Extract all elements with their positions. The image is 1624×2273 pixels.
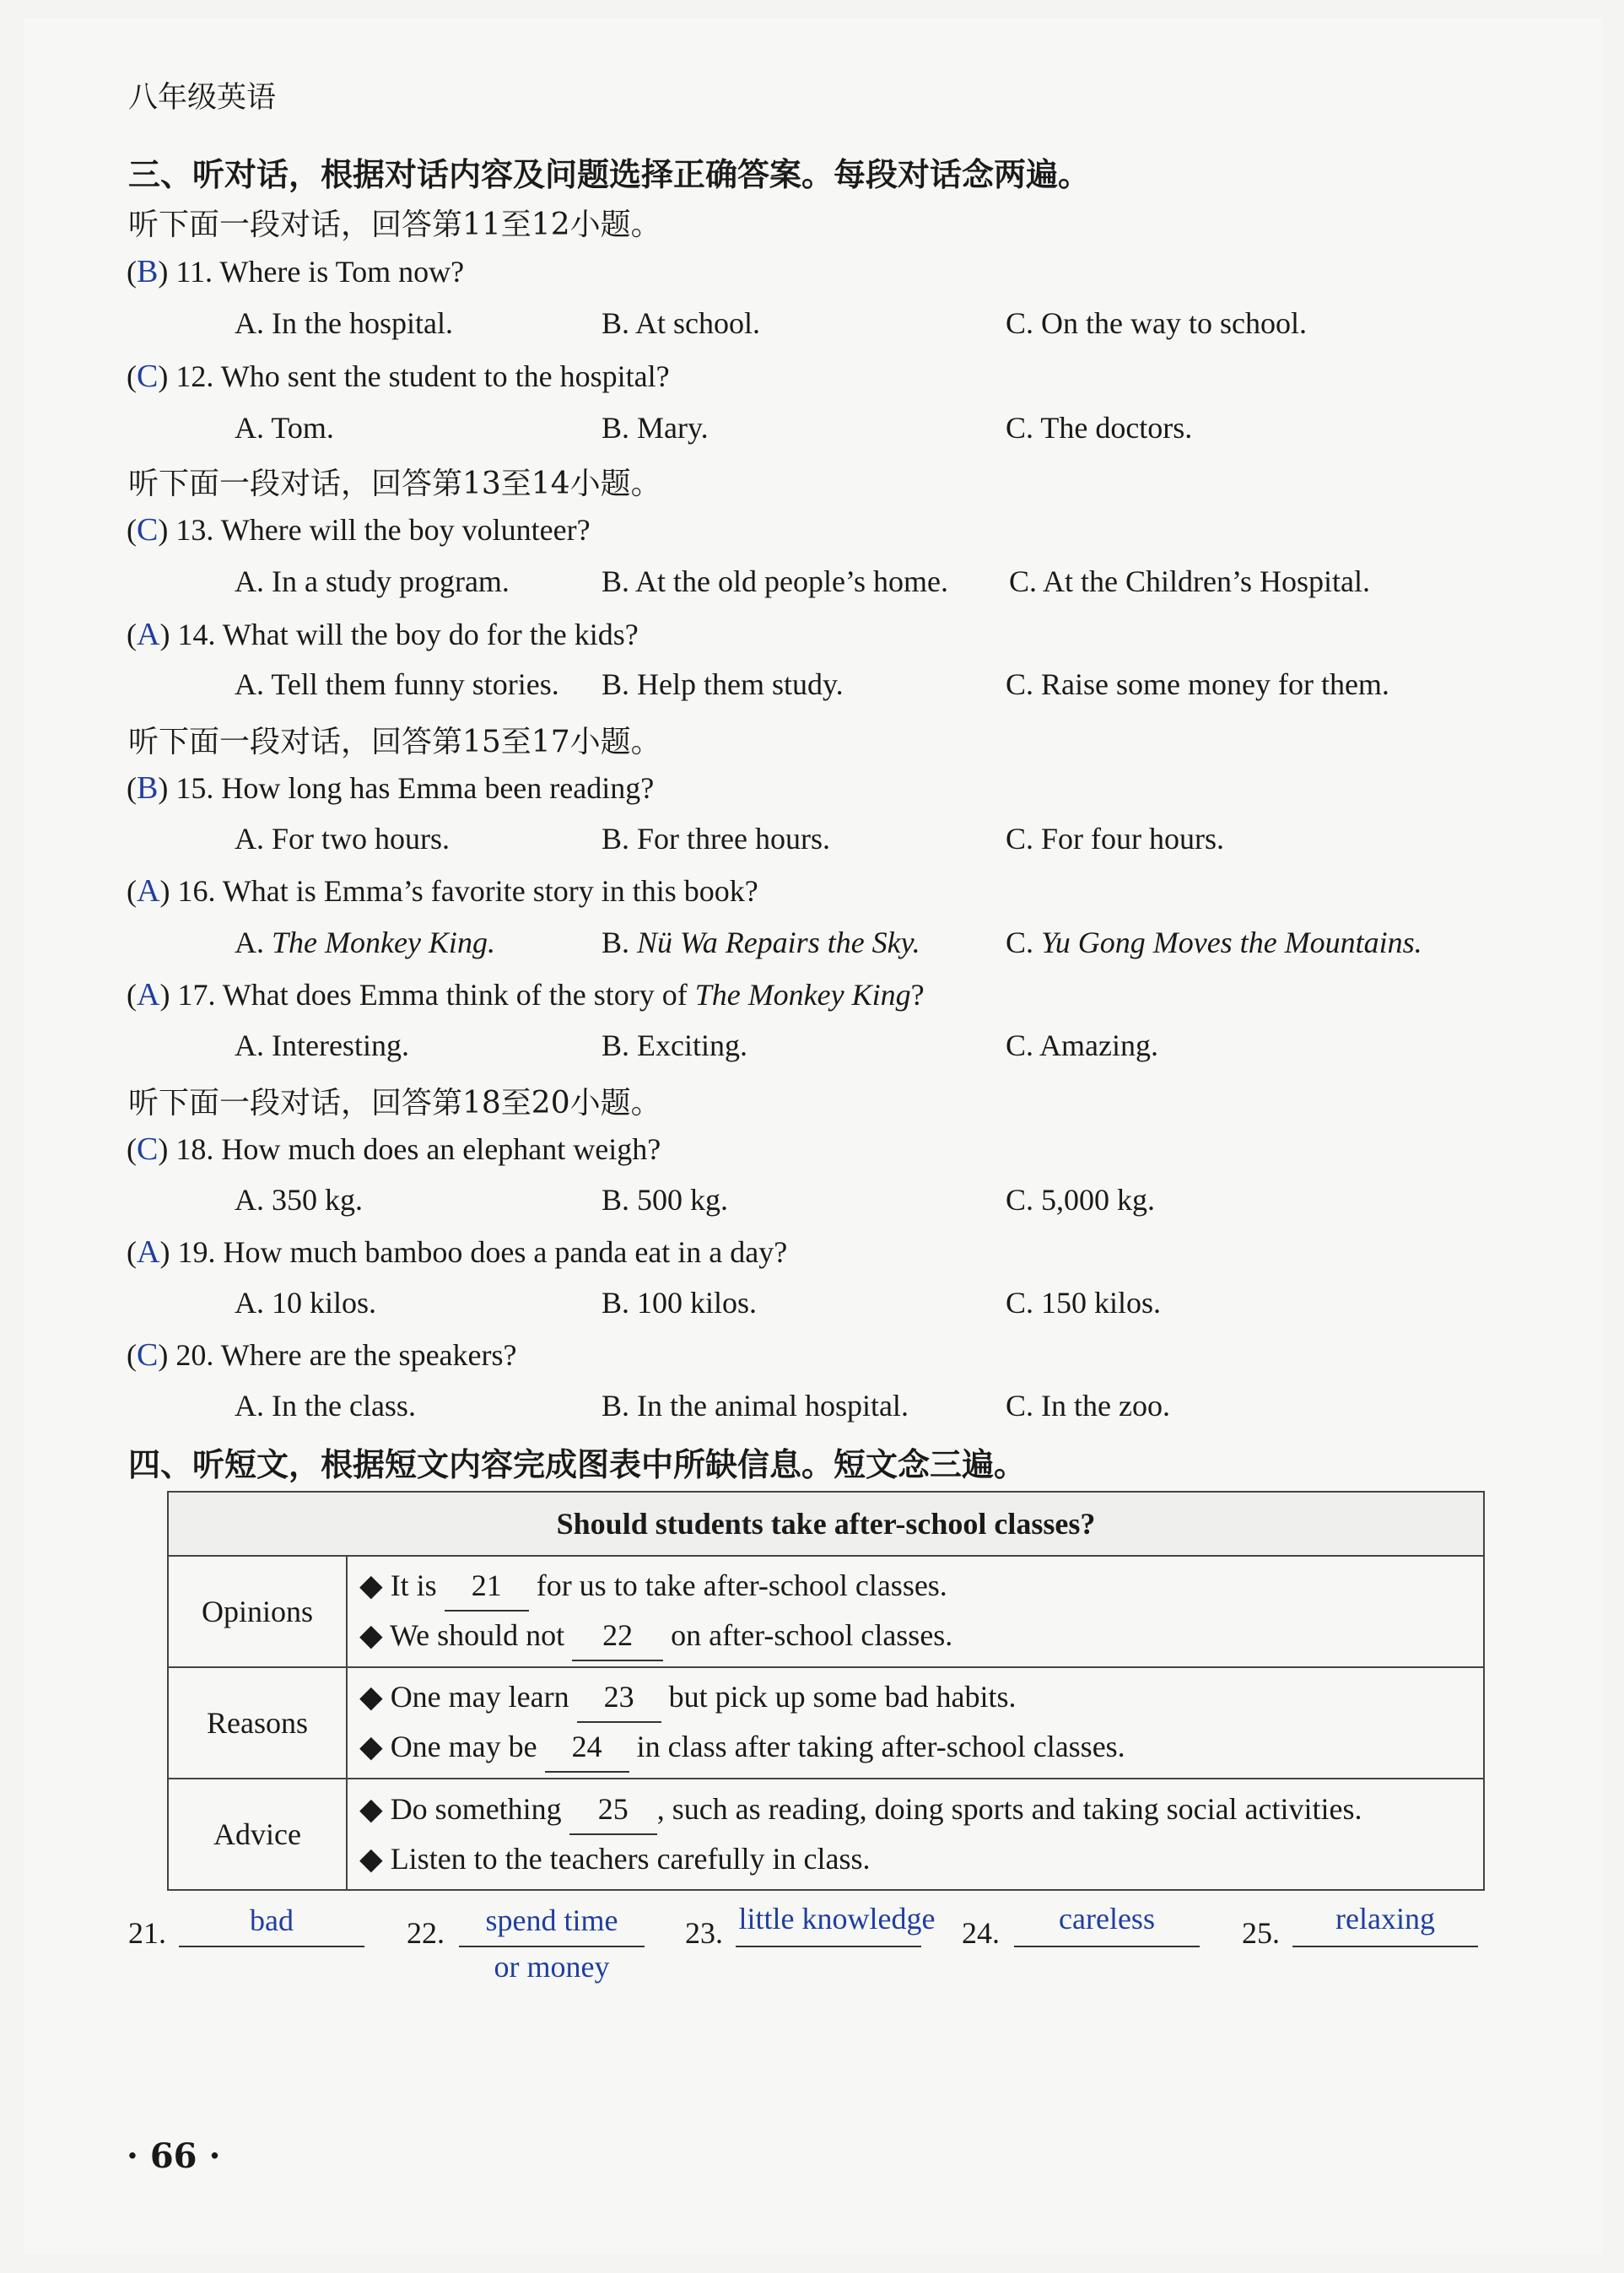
option-title: Nü Wa Repairs the Sky. <box>637 926 920 959</box>
question-text: 11. Where is Tom now? <box>175 255 465 289</box>
option-a: A. Interesting. <box>235 1029 409 1062</box>
intro-18-20: 听下面一段对话，回答第18至20小题。 <box>128 1086 661 1120</box>
option-c: C. 5,000 kg. <box>1006 1183 1156 1217</box>
row-label: Opinions <box>168 1556 347 1667</box>
answer-num-25: 25. <box>1242 1916 1280 1950</box>
bullet-icon: ◆ <box>359 1680 383 1714</box>
option-b: B. In the animal hospital. <box>602 1389 909 1423</box>
option-c: C. 150 kilos. <box>1006 1286 1162 1320</box>
option-a: A. 10 kilos. <box>235 1286 377 1320</box>
option-b: B. 100 kilos. <box>602 1286 758 1320</box>
option-a: A. Tell them funny stories. <box>235 667 559 701</box>
info-table <box>167 1491 1485 1891</box>
text: Listen to the teachers carefully in class. <box>390 1842 871 1876</box>
answer-24: careless <box>1059 1902 1155 1936</box>
option-b: B. At the old people’s home. <box>602 564 948 598</box>
table-title: Should students take after-school classes? <box>168 1492 1484 1556</box>
table-row-advice <box>168 1779 1484 1890</box>
option-c: C. For four hours. <box>1006 822 1224 856</box>
option-letter: A. <box>235 926 272 959</box>
answer-mark: C <box>137 1337 159 1373</box>
intro-13-14: 听下面一段对话，回答第13至14小题。 <box>128 467 661 501</box>
question-text: 15. How long has Emma been reading? <box>175 771 655 805</box>
question-title: The Monkey King <box>694 978 911 1012</box>
question-15: (B) 15. How long has Emma been reading? <box>127 770 655 806</box>
question-end: ? <box>910 978 925 1012</box>
table-row-opinions <box>168 1556 1484 1667</box>
row-label: Reasons <box>168 1667 347 1779</box>
blank-23: 23 <box>577 1673 661 1723</box>
text: in class after taking after-school classes. <box>636 1730 1125 1763</box>
answer-num-22: 22. <box>407 1916 445 1950</box>
question-text: 13. Where will the boy volunteer? <box>175 513 591 547</box>
question-text: 12. Who sent the student to the hospital? <box>175 359 670 393</box>
option-a <box>235 925 495 960</box>
answer-line-25 <box>1292 1946 1478 1947</box>
option-c: C. On the way to school. <box>1006 306 1307 340</box>
option-c: C. Raise some money for them. <box>1006 667 1389 701</box>
answer-mark: C <box>137 359 159 394</box>
option-c: C. In the zoo. <box>1006 1389 1170 1423</box>
option-title: The Monkey King. <box>272 926 495 959</box>
intro-15-17: 听下面一段对话，回答第15至17小题。 <box>128 725 661 759</box>
question-text: 16. What is Emma’s favorite story in this book? <box>177 874 758 908</box>
answer-num-23: 23. <box>685 1916 723 1950</box>
blank-24: 24 <box>545 1723 629 1773</box>
text: but pick up some bad habits. <box>668 1680 1017 1714</box>
row-content <box>347 1667 1484 1779</box>
answer-mark: A <box>137 977 160 1012</box>
question-text: 20. Where are the speakers? <box>175 1338 517 1372</box>
bullet-icon: ◆ <box>359 1842 383 1876</box>
option-letter: B. <box>602 926 638 959</box>
blank-21: 21 <box>445 1562 529 1612</box>
answer-25: relaxing <box>1335 1902 1435 1936</box>
blank-25: 25 <box>569 1785 657 1835</box>
bullet-icon: ◆ <box>359 1568 383 1602</box>
text: on after-school classes. <box>671 1618 953 1652</box>
question-text: 18. How much does an elephant weigh? <box>175 1132 661 1166</box>
option-title: Yu Gong Moves the Mountains. <box>1041 926 1422 959</box>
option-b: B. Help them study. <box>602 667 844 701</box>
answer-line-24 <box>1014 1946 1200 1947</box>
option-a: A. 350 kg. <box>235 1183 363 1217</box>
answer-line-23 <box>736 1946 921 1947</box>
page-header: 八年级英语 <box>128 81 277 115</box>
table-row-reasons <box>168 1667 1484 1779</box>
answer-21: bad <box>250 1903 294 1937</box>
answer-22-line2: or money <box>494 1950 610 1984</box>
option-a: A. In the class. <box>235 1389 416 1423</box>
option-a: A. Tom. <box>235 411 334 445</box>
option-c: C. Amazing. <box>1006 1029 1158 1062</box>
option-c: C. At the Children’s Hospital. <box>1009 564 1370 598</box>
answer-num-21: 21. <box>128 1916 166 1950</box>
question-12: (C) 12. Who sent the student to the hospital? <box>127 359 670 394</box>
option-c: C. The doctors. <box>1006 411 1193 445</box>
option-b: B. 500 kg. <box>602 1183 729 1217</box>
bullet-icon: ◆ <box>359 1792 383 1826</box>
text: Do something <box>390 1792 562 1826</box>
text: One may be <box>390 1730 537 1763</box>
question-18: (C) 18. How much does an elephant weigh? <box>127 1131 661 1167</box>
bullet-icon: ◆ <box>359 1618 383 1652</box>
answer-mark: C <box>137 512 159 548</box>
question-text: 19. How much bamboo does a panda eat in a day? <box>177 1235 788 1269</box>
question-text: 17. What does Emma think of the story of <box>177 978 695 1012</box>
answer-mark: A <box>137 1234 160 1270</box>
question-text: 14. What will the boy do for the kids? <box>177 618 639 651</box>
question-11: (B) 11. Where is Tom now? <box>127 254 465 289</box>
option-b: B. At school. <box>602 306 761 340</box>
text: We should not <box>390 1618 565 1652</box>
option-a: A. In a study program. <box>235 564 510 598</box>
answer-mark: C <box>137 1131 159 1167</box>
text: One may learn <box>390 1680 569 1714</box>
question-20: (C) 20. Where are the speakers? <box>127 1337 517 1373</box>
page-number: · 66 · <box>127 2136 221 2176</box>
intro-11-12: 听下面一段对话，回答第11至12小题。 <box>128 208 661 242</box>
blank-22: 22 <box>572 1612 663 1661</box>
option-b: B. For three hours. <box>602 822 830 856</box>
option-b: B. Mary. <box>602 411 709 445</box>
text: , such as reading, doing sports and taking social activities. <box>656 1792 1362 1826</box>
row-content <box>347 1556 1484 1667</box>
answer-mark: B <box>137 254 159 289</box>
answer-mark: B <box>137 770 159 806</box>
answer-22: spend time <box>485 1903 618 1937</box>
question-17: (A) 17. What does Emma think of the story of The Monkey King? <box>127 977 925 1012</box>
option-b: B. Exciting. <box>602 1029 747 1062</box>
row-content <box>347 1779 1484 1890</box>
question-16: (A) 16. What is Emma’s favorite story in this book? <box>127 873 758 909</box>
answer-line-21 <box>179 1946 364 1947</box>
answer-mark: A <box>137 617 160 652</box>
answer-line-22 <box>459 1946 645 1947</box>
option-b <box>602 925 920 960</box>
question-19: (A) 19. How much bamboo does a panda eat in a day? <box>127 1234 788 1270</box>
answer-num-24: 24. <box>962 1916 1000 1950</box>
option-a: A. For two hours. <box>235 822 451 856</box>
text: for us to take after-school classes. <box>536 1568 947 1602</box>
option-c <box>1006 925 1422 960</box>
section3-title: 三、听对话，根据对话内容及问题选择正确答案。每段对话念两遍。 <box>128 156 1091 193</box>
answer-mark: A <box>137 873 160 909</box>
bullet-icon: ◆ <box>359 1730 383 1763</box>
answer-23: little knowledge <box>738 1902 936 1936</box>
section4-title: 四、听短文，根据短文内容完成图表中所缺信息。短文念三遍。 <box>128 1446 1027 1483</box>
option-a: A. In the hospital. <box>235 306 453 340</box>
row-label: Advice <box>168 1779 347 1890</box>
question-13: (C) 13. Where will the boy volunteer? <box>127 512 591 548</box>
question-14: (A) 14. What will the boy do for the kids? <box>127 617 639 652</box>
text: It is <box>390 1568 437 1602</box>
option-letter: C. <box>1006 926 1042 959</box>
